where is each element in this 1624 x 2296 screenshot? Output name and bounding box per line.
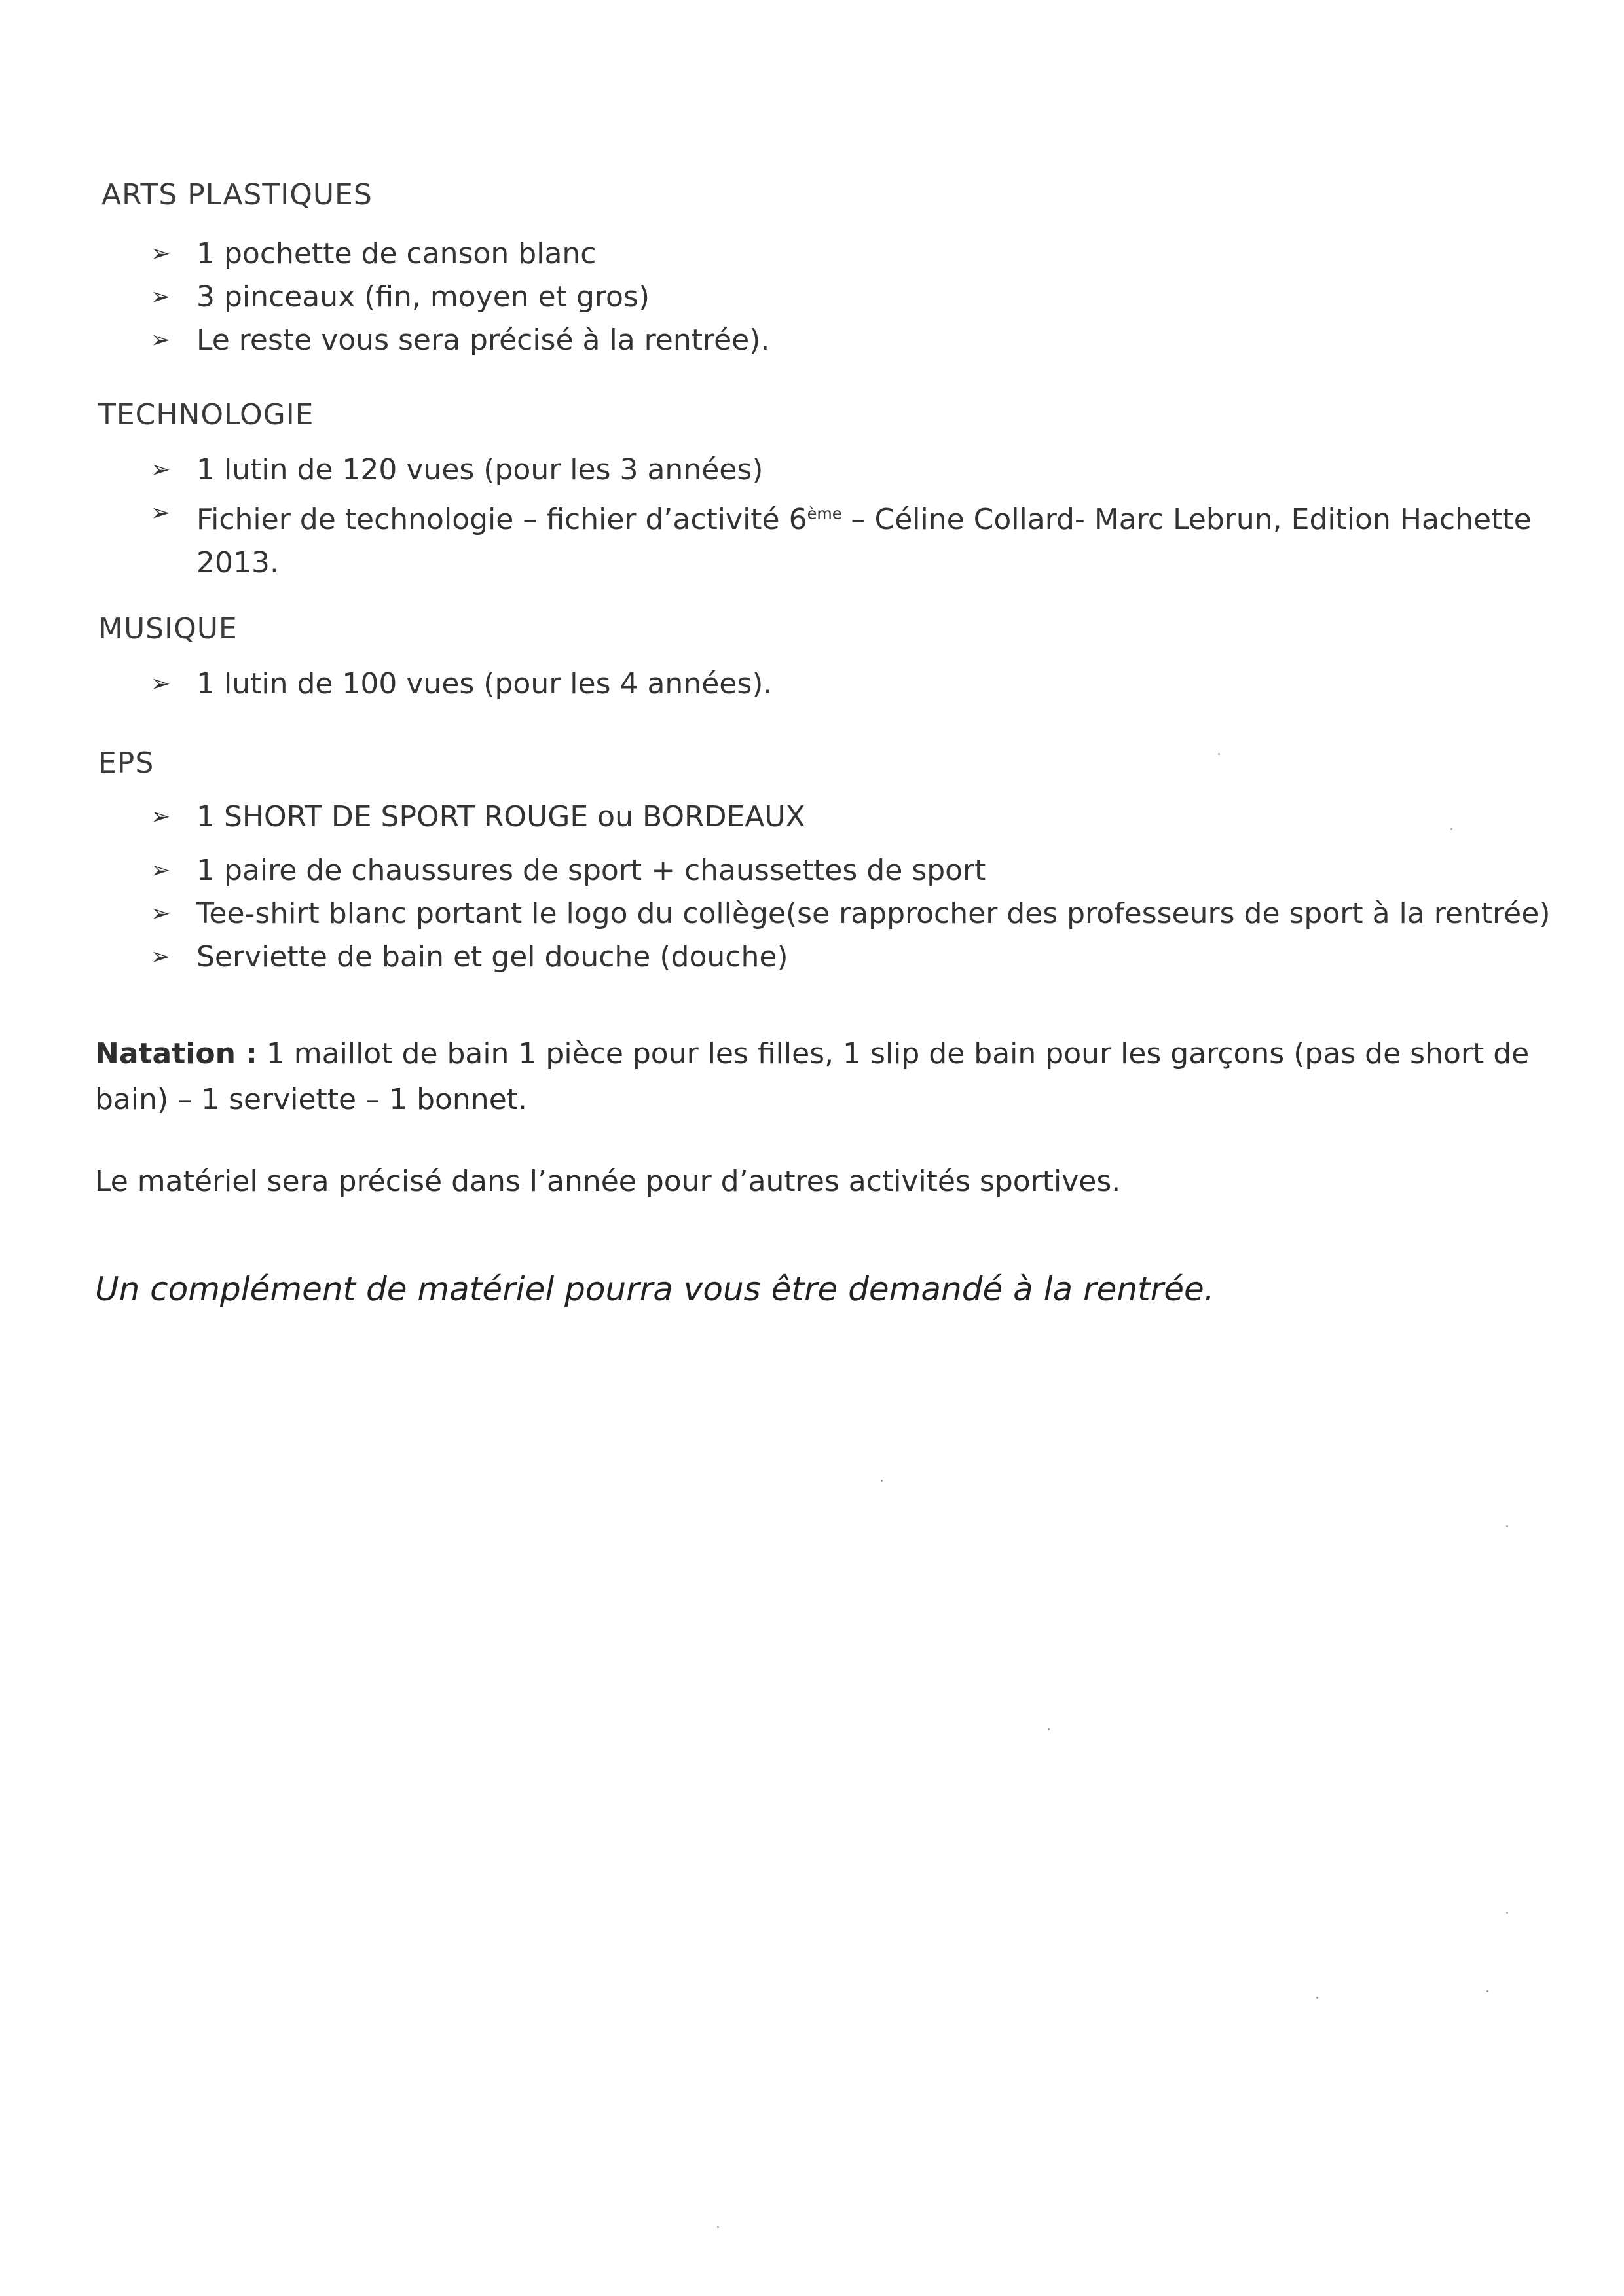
list-item: ➢ Fichier de technologie – fichier d’activité 6ème – Céline Collard- Marc Lebrun, Edition Hachette 2013. (151, 492, 1539, 585)
arrowhead-bullet-icon: ➢ (151, 857, 171, 884)
arrowhead-bullet-icon: ➢ (151, 283, 171, 310)
scan-speck (1316, 1997, 1318, 1999)
scan-speck (1048, 1728, 1050, 1730)
eps-list (151, 795, 1559, 979)
arrowhead-bullet-icon: ➢ (151, 670, 171, 697)
scan-speck (1506, 1912, 1508, 1914)
list-item: ➢ 1 pochette de canson blanc (151, 232, 1559, 276)
natation-label: Natation : (95, 1037, 257, 1070)
arrowhead-bullet-icon: ➢ (151, 500, 171, 526)
section-title-eps: EPS (98, 746, 155, 780)
list-item: ➢ 1 SHORT DE SPORT ROUGE ou BORDEAUX (151, 795, 1559, 839)
section-title-arts-plastiques: ARTS PLASTIQUES (101, 178, 373, 211)
list-item: ➢ Le reste vous sera précisé à la rentrée). (151, 319, 1559, 362)
arrowhead-bullet-icon: ➢ (151, 240, 171, 267)
list-item: ➢ 1 lutin de 100 vues (pour les 4 années). (151, 663, 1559, 706)
natation-text: 1 maillot de bain 1 pièce pour les filles, 1 slip de bain pour les garçons (pas de short de bain) – 1 serviette – 1 bonnet. (95, 1037, 1530, 1116)
technologie-list (151, 448, 1559, 585)
scan-speck (1486, 1990, 1488, 1992)
materiel-note: Le matériel sera précisé dans l’année pour d’autres activités sportives. (95, 1165, 1121, 1198)
list-item: ➢ Tee-shirt blanc portant le logo du collège(se rapprocher des professeurs de sport à la rentrée) (151, 892, 1559, 936)
section-title-musique: MUSIQUE (98, 612, 238, 646)
arrowhead-bullet-icon: ➢ (151, 327, 171, 354)
musique-list (151, 663, 1559, 706)
scan-speck (1218, 753, 1220, 755)
arrowhead-bullet-icon: ➢ (151, 803, 171, 830)
list-item: ➢ 1 lutin de 120 vues (pour les 3 années) (151, 448, 1559, 492)
scan-speck (881, 1480, 883, 1482)
natation-paragraph (95, 1031, 1536, 1123)
list-item: ➢ 3 pinceaux (fin, moyen et gros) (151, 276, 1559, 319)
arrowhead-bullet-icon: ➢ (151, 900, 171, 927)
arts-plastiques-list (151, 232, 1559, 362)
section-title-technologie: TECHNOLOGIE (98, 398, 314, 431)
scan-speck (717, 2226, 719, 2228)
closing-note: Un complément de matériel pourra vous être demandé à la rentrée. (95, 1270, 1215, 1308)
list-item: ➢ 1 paire de chaussures de sport + chaussettes de sport (151, 849, 1559, 892)
arrowhead-bullet-icon: ➢ (151, 456, 171, 483)
list-item: ➢ Serviette de bain et gel douche (douche) (151, 936, 1559, 979)
scan-speck (1450, 828, 1452, 830)
arrowhead-bullet-icon: ➢ (151, 943, 171, 970)
scan-speck (1506, 1525, 1508, 1527)
